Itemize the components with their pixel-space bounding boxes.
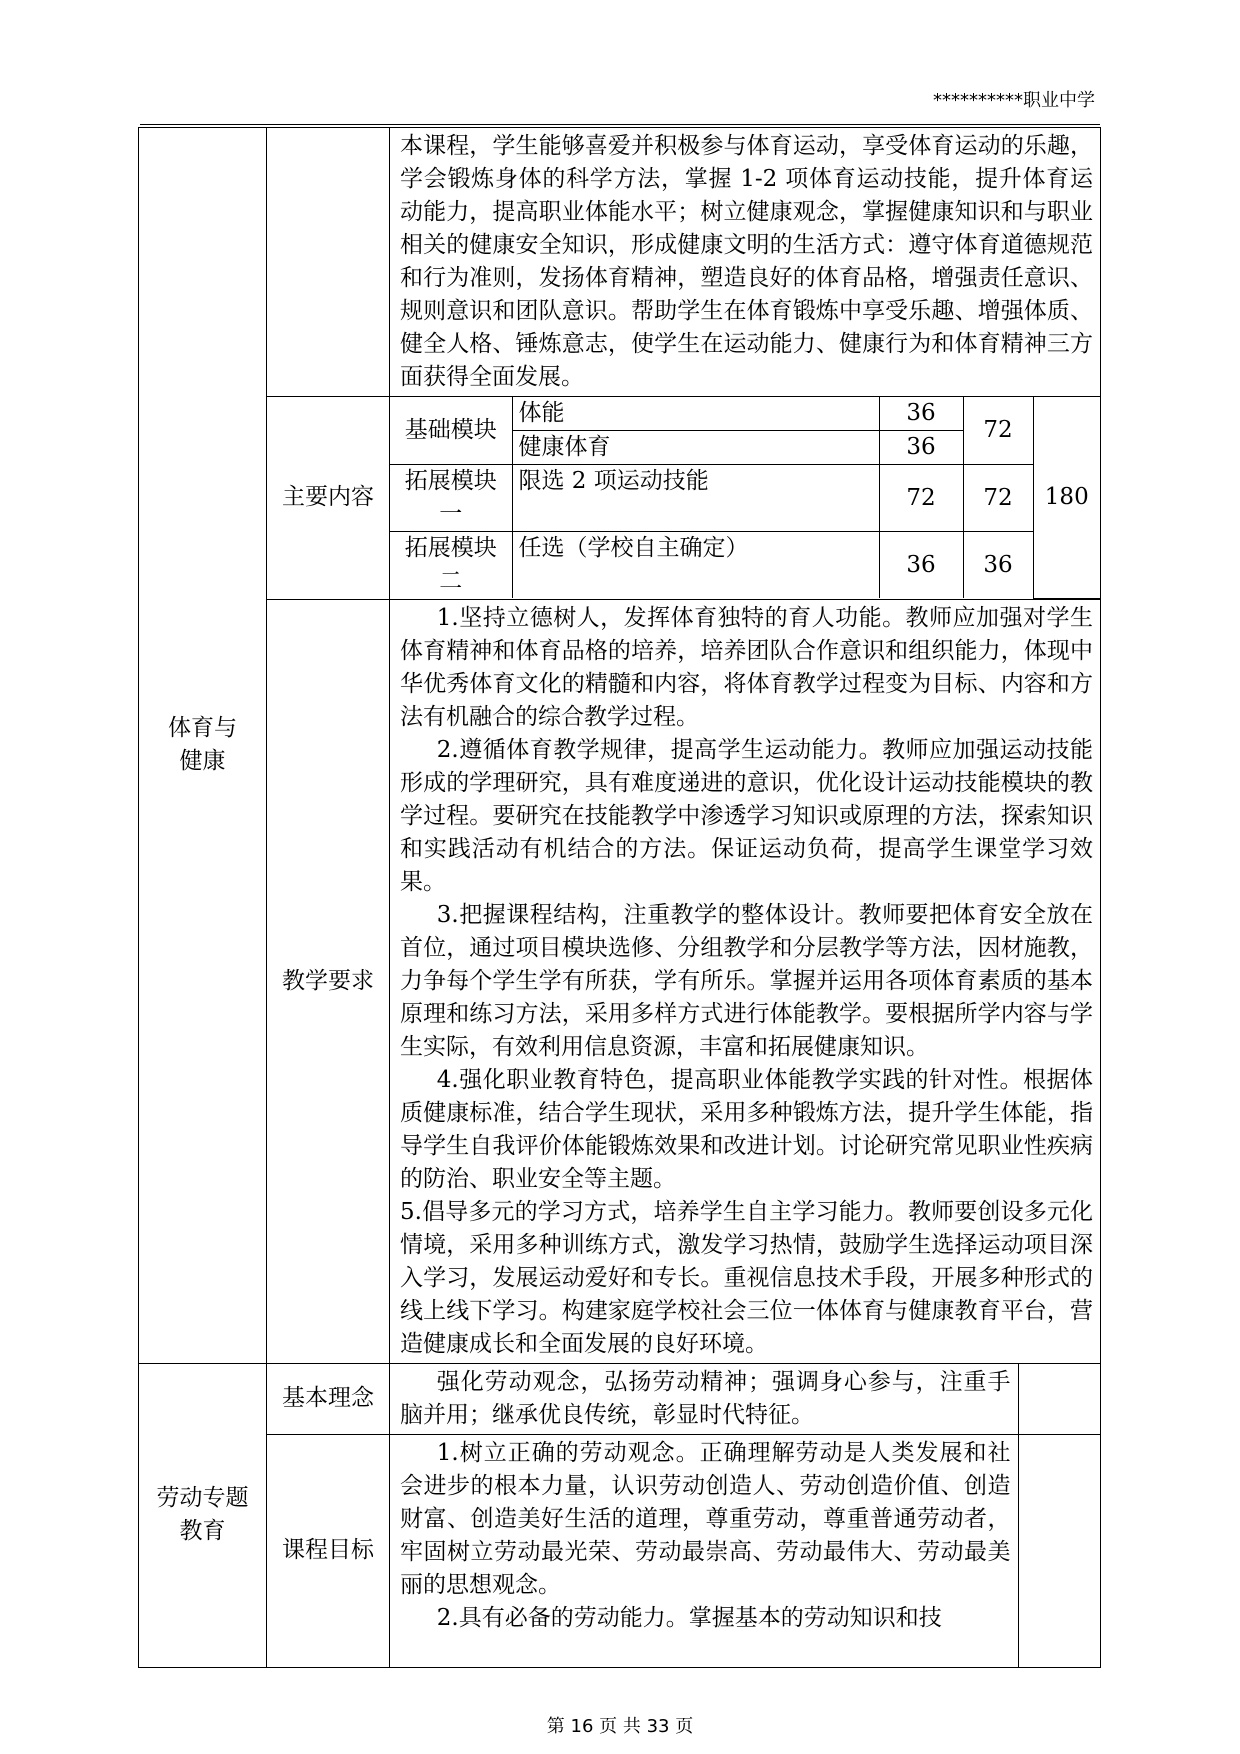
basic-module-label: 基础模块 xyxy=(390,397,512,465)
concept-text-cell xyxy=(390,1364,1018,1434)
ext2-subtotal: 36 xyxy=(963,532,1033,599)
goal-text-cell xyxy=(390,1435,1018,1667)
header-rule xyxy=(140,124,1100,125)
goal-item: 2.具有必备的劳动能力。掌握基本的劳动知识和技 xyxy=(436,1604,942,1631)
goal-cell xyxy=(390,1434,1101,1667)
concept-text: 强化劳动观念，弘扬劳动精神；强调身心参与，注重手脑并用；继承优良传统，彰显时代特征。 xyxy=(400,1368,1011,1428)
ext2-item-name: 任选（学校自主确定） xyxy=(512,532,879,599)
concept-cell xyxy=(390,1363,1101,1434)
page-number: 第 16 页 共 33 页 xyxy=(546,1716,694,1737)
category-labor: 劳动专题 教育 xyxy=(139,1363,267,1667)
concept-inner xyxy=(390,1364,1100,1434)
goal-blank-cell xyxy=(1018,1435,1100,1667)
category-pe-health: 体育与 健康 xyxy=(139,128,267,1364)
req-item: 5.倡导多元的学习方式，培养学生自主学习能力。教师要创设多元化情境，采用多种训练方式，激发学习热情，鼓励学生选择运动项目深入学习，发展运动爱好和专长。重视信息技术手段，开展多种形式的线上线下学习。构建家庭学校社会三位一体体育与健康教育平台，营造健康成长和全面发展的良好环境。 xyxy=(400,1198,1093,1357)
ext1-hours: 72 xyxy=(879,465,963,532)
ext2-module-label: 拓展模块二 xyxy=(390,532,512,599)
basic-item-name: 健康体育 xyxy=(512,431,879,465)
basic-item-hours: 36 xyxy=(879,431,963,465)
teaching-req-label: 教学要求 xyxy=(267,599,390,1363)
req-item: 1.坚持立德树人，发挥体育独特的育人功能。教师应加强对学生体育精神和体育品格的培养，培养团队合作意识和组织能力，体现中华优秀体育文化的精髓和内容，将体育教学过程变为目标、内容和方法有机融合的综合教学过程。 xyxy=(400,604,1093,730)
basic-item-name: 体能 xyxy=(512,397,879,431)
ext1-item-name: 限选 2 项运动技能 xyxy=(512,465,879,532)
module-total: 180 xyxy=(1033,397,1100,598)
basic-subtotal: 72 xyxy=(963,397,1033,465)
curriculum-table xyxy=(138,127,1101,1668)
ext2-hours: 36 xyxy=(879,532,963,599)
req-item: 4.强化职业教育特色，提高职业体能教学实践的针对性。根据体质健康标准，结合学生现状，采用多种锻炼方法，提升学生体能，指导学生自我评价体能锻炼效果和改进计划。讨论研究常见职业性疾病的防治、职业安全等主题。 xyxy=(400,1066,1093,1192)
empty-label-cell xyxy=(267,128,390,397)
pe-intro-text: 本课程，学生能够喜爱并积极参与体育运动，享受体育运动的乐趣，学会锻炼身体的科学方法，掌握 1-2 项体育运动技能，提升体育运动能力，提高职业体能水平；树立健康观念，掌握健康知识和与职业相关的健康安全知识，形成健康文明的生活方式：遵守体育道德规范和行为准则，发扬体育精神，塑造良好的体育品格，增强责任意识、规则意识和团队意识。帮助学生在体育锻炼中享受乐趣、增强体质、健全人格、锤炼意志，使学生在运动能力、健康行为和体育精神三方面获得全面发展。 xyxy=(400,133,1093,390)
modules-table xyxy=(390,397,1100,599)
ext1-module-label: 拓展模块一 xyxy=(390,465,512,532)
basic-concept-label: 基本理念 xyxy=(267,1363,390,1434)
goal-inner xyxy=(390,1435,1100,1667)
ext1-subtotal: 72 xyxy=(963,465,1033,532)
school-header: **********职业中学 xyxy=(933,90,1095,111)
course-goal-label: 课程目标 xyxy=(267,1434,390,1667)
req-item: 2.遵循体育教学规律，提高学生运动能力。教师应加强运动技能形成的学理研究，具有难度递进的意识，优化设计运动技能模块的教学过程。要研究在技能教学中渗透学习知识或原理的方法，探索知识和实践活动有机结合的方法。保证运动负荷，提高学生课堂学习效果。 xyxy=(400,736,1093,895)
teaching-req-cell xyxy=(390,599,1101,1363)
basic-item-hours: 36 xyxy=(879,397,963,431)
main-content-label: 主要内容 xyxy=(267,397,390,600)
goal-item: 1.树立正确的劳动观念。正确理解劳动是人类发展和社会进步的根本力量，认识劳动创造人、劳动创造价值、创造财富、创造美好生活的道理，尊重劳动，尊重普通劳动者，牢固树立劳动最光荣、劳动最崇高、劳动最伟大、劳动最美丽的思想观念。 xyxy=(400,1439,1011,1598)
pe-intro-paragraph xyxy=(390,128,1101,397)
concept-blank-cell xyxy=(1018,1364,1100,1434)
req-item: 3.把握课程结构，注重教学的整体设计。教师要把体育安全放在首位，通过项目模块选修、分组教学和分层教学等方法，因材施教，力争每个学生学有所获，学有所乐。掌握并运用各项体育素质的基本原理和练习方法，采用多样方式进行体能教学。要根据所学内容与学生实际，有效利用信息资源，丰富和拓展健康知识。 xyxy=(400,901,1093,1060)
modules-cell xyxy=(390,397,1101,600)
